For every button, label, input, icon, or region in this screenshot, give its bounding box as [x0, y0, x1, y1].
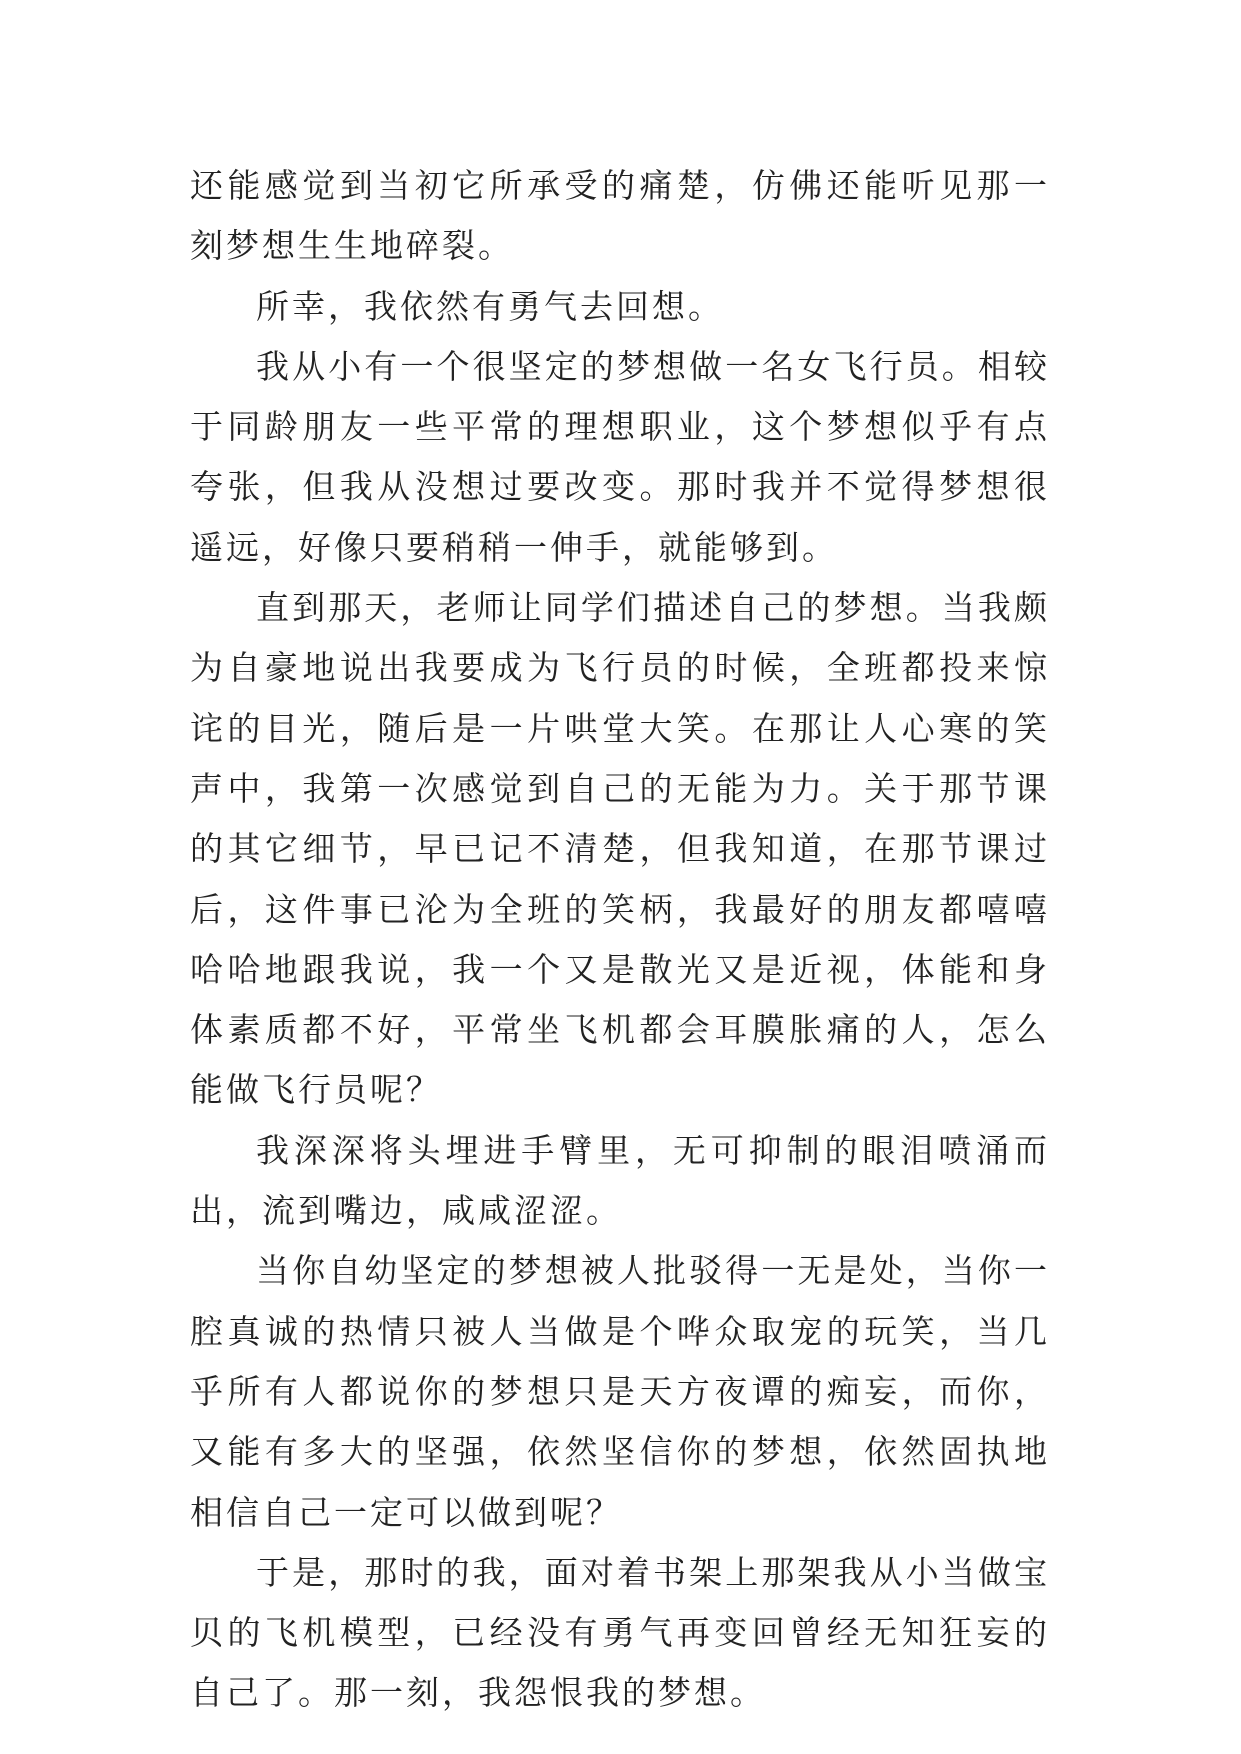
- paragraph: 直到那天，老师让同学们描述自己的梦想。当我颇为自豪地说出我要成为飞行员的时候，全班都投来惊诧的目光，随后是一片哄堂大笑。在那让人心寒的笑声中，我第一次感觉到自己的无能为力。关于那节课的其它细节，早已记不清楚，但我知道，在那节课过后，这件事已沦为全班的笑柄，我最好的朋友都嘻嘻哈哈地跟我说，我一个又是散光又是近视，体能和身体素质都不好，平常坐飞机都会耳膜胀痛的人，怎么能做飞行员呢？: [190, 588, 1050, 1110]
- paragraph: 所幸，我依然有勇气去回想。: [256, 286, 724, 326]
- body-text: [190, 156, 1050, 1724]
- paragraph: 于是，那时的我，面对着书架上那架我从小当做宝贝的飞机模型，已经没有勇气再变回曾经无知狂妄的自己了。那一刻，我怨恨我的梦想。: [190, 1552, 1050, 1713]
- paragraph: 我从小有一个很坚定的梦想做一名女飞行员。相较于同龄朋友一些平常的理想职业，这个梦想似乎有点夸张，但我从没想过要改变。那时我并不觉得梦想很遥远，好像只要稍稍一伸手，就能够到。: [190, 346, 1050, 567]
- paragraph: 当你自幼坚定的梦想被人批驳得一无是处，当你一腔真诚的热情只被人当做是个哗众取宠的玩笑，当几乎所有人都说你的梦想只是天方夜谭的痴妄，而你，又能有多大的坚强，依然坚信你的梦想，依然固执地相信自己一定可以做到呢？: [190, 1251, 1050, 1532]
- paragraph: 还能感觉到当初它所承受的痛楚，仿佛还能听见那一刻梦想生生地碎裂。: [190, 166, 1050, 266]
- paragraph: 我深深将头埋进手臂里，无可抑制的眼泪喷涌而出，流到嘴边，咸咸涩涩。: [190, 1130, 1050, 1231]
